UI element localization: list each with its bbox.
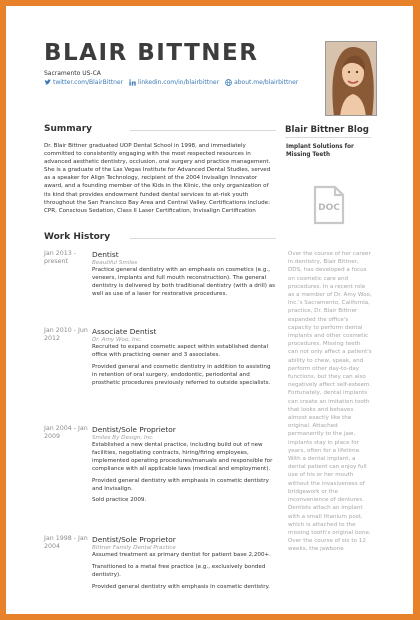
linkedin-label: linkedin.com/in/blairbittner: [138, 79, 220, 86]
resume-name: BLAIR BITTNER: [44, 40, 259, 66]
work-history-heading: Work History: [44, 232, 111, 242]
summary-divider: [130, 130, 276, 131]
twitter-link[interactable]: [44, 79, 123, 86]
linkedin-icon: [129, 79, 136, 86]
job-title: Dentist/Sole Proprietor: [92, 425, 176, 434]
twitter-label: twitter.com/BlairBittner: [53, 79, 124, 86]
job-description: Recruited to expand cosmetic aspect within established dental office with practicing owner and 3 associates.: [92, 344, 269, 358]
job-company: Bittner Family Dental Practice: [92, 545, 176, 551]
about-label: about.me/blairbittner: [234, 79, 299, 86]
location: Sacramento US-CA: [44, 70, 101, 77]
blog-excerpt: Over the course of her career in dentistry, Blair Bittner, DDS, has developed a focus on cosmetic care and procedures. In a recent role as a member of Dr. Amy Woo, Inc.'s Sacramento, California, practice, Dr. Blair Bittner expanded the office's capacity to perform dental implants and other cosmetic procedures. Missing teeth can not only affect a patient's ability to chew, speak, and perform other day-to-day functions, but they can also negatively affect self-esteem. Fortunately, dental implants can create an imitation tooth that looks and behaves almost exactly like the original. Attached permanently to the jaw, implants stay in place for years, often for a lifetime. With a dental implant, a dental patient can enjoy full use of his or her mouth without the invasiveness of bridgework or the inconvenience of dentures. Dentists attach an implant with a small titanium post, which is attached to the missing tooth's original bone. Over the course of six to 12 weeks, the jawbone: [288, 251, 372, 553]
job-description: Practice general dentistry with an emphasis on cosmetics (e.g., veneers, implants and full mouth reconstruction). The general dentistry is delivered by both traditional dentistry (with a drill) as well as use of a laser for restorative procedures.: [92, 267, 276, 297]
about-link[interactable]: [225, 79, 298, 86]
blog-post-title[interactable]: Implant Solutions for Missing Teeth: [286, 144, 354, 158]
blog-heading: Blair Bittner Blog: [285, 125, 369, 135]
social-links: [44, 79, 298, 86]
job-description: Provided general dentistry with emphasis in cosmetic dentistry and Invisalign.: [92, 477, 269, 492]
profile-photo-image: [326, 42, 377, 116]
doc-file-icon: [311, 185, 347, 225]
job-dates: Jan 2013 - present: [44, 250, 77, 265]
profile-photo: [325, 41, 377, 116]
job-title: Dentist/Sole Proprietor: [92, 535, 176, 544]
job-description: Provided general dentistry with emphasis in cosmetic dentistry.: [92, 583, 270, 590]
globe-icon: [225, 79, 232, 86]
doc-file-label: DOC: [318, 203, 340, 213]
job-title: Dentist: [92, 250, 119, 259]
job-description: Provided general and cosmetic dentistry in addition to assisting in retention of oral surgery, endodontic, periodontal and prosthetic procedures previously referred to outside specialists.: [92, 363, 271, 386]
job-company: Dr. Amy Woo, Inc.: [92, 337, 142, 343]
job-description: Assumed treatment as primary dentist for patient base 2,200+.: [92, 552, 271, 558]
job-company: Smiles By Design, Inc.: [92, 435, 155, 441]
job-dates: Jan 2010 - Jun 2012: [44, 327, 88, 342]
job-description: Established a new dental practice, including build out of new facilities, negotiating contracts, hiring/firing employees, implemented operating procedures/manuals and responsible for compliance with all applicable laws (medical and employment).: [92, 442, 273, 472]
job-dates: Jan 2004 - Jan 2009: [44, 425, 88, 440]
job-company: Beautiful Smiles: [92, 260, 138, 266]
summary-text: Dr. Blair Bittner graduated UOP Dental School in 1998, and immediately committed to consistently engaging with the most respected resources in advanced aesthetic dentistry, occlusion, oral surgery and practice management. She is a graduate of the Las Vegas Institute for Advanced Dental Studies, served as a speaker for Align Technology, recipient of the 2004 Invisalign Innovator award, and a founding member of the Kids in the Klinic, the only organization of its kind that provides endowment funded dental services to at-risk youth throughout the San Francisco Bay Area and Central Valley. Certifications include: CPR, Conscious Sedation, Class II Laser Certification, Invisalign Certification: [44, 143, 271, 214]
job-description: Sold practice 2009.: [92, 497, 147, 504]
work-history-divider: [130, 238, 276, 239]
job-title: Associate Dentist: [92, 327, 157, 336]
twitter-icon: [44, 79, 51, 86]
linkedin-link[interactable]: [129, 79, 219, 86]
summary-heading: Summary: [44, 124, 93, 134]
job-dates: Jan 1998 - Jan 2004: [44, 535, 88, 550]
blog-divider: [285, 137, 371, 138]
job-description: Transitioned to a metal free practice (e.g., exclusively bonded dentistry).: [92, 563, 266, 578]
